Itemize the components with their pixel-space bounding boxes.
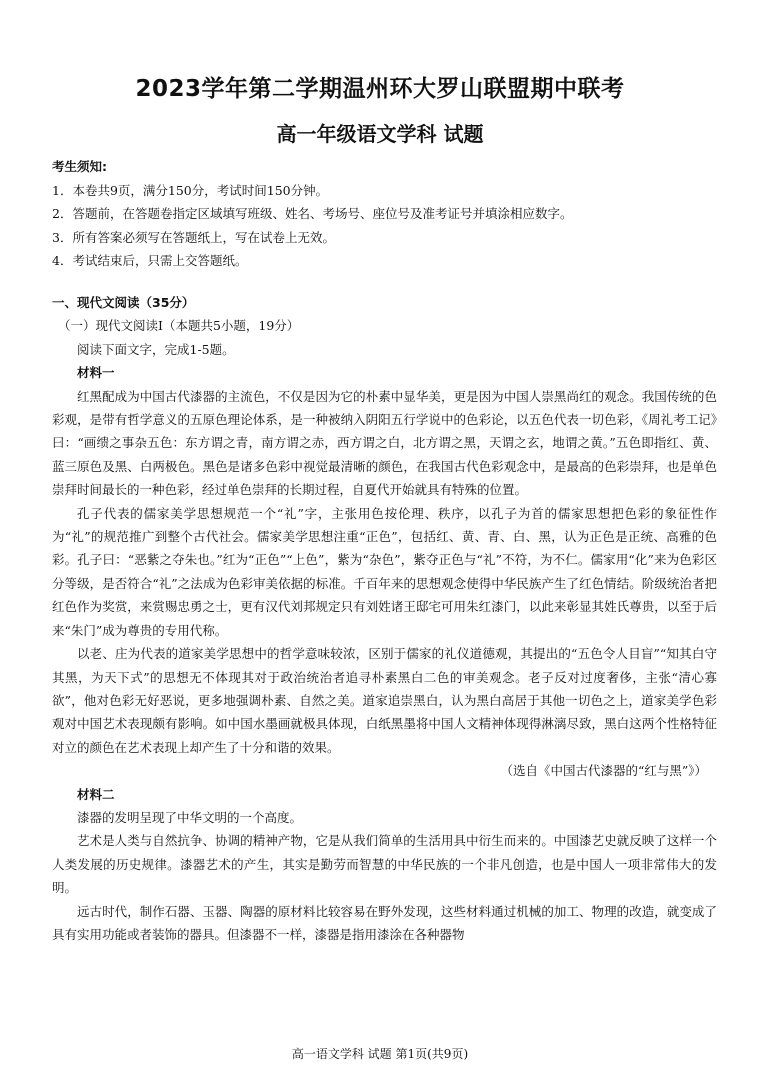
material-2-paragraph: 艺术是人类与自然抗争、协调的精神产物，它是从我们简单的生活用具中衍生而来的。中国漆艺史就反映了这样一个人类发展的历史规律。漆器艺术的产生，其实是勤劳而智慧的中华民族的一个非凡创造，也是中国人一项非常伟大的发明。 bbox=[52, 833, 717, 896]
section-heading: 一、现代文阅读（35分） bbox=[52, 295, 195, 310]
material-1-source: （选自《中国古代漆器的“红与黑”》） bbox=[500, 763, 707, 779]
exam-title: 2023学年第二学期温州环大罗山联盟期中联考 bbox=[135, 76, 625, 102]
notice-heading: 考生须知: bbox=[52, 159, 107, 174]
material-2-paragraph: 远古时代，制作石器、玉器、陶器的原材料比较容易在野外发现，这些材料通过机械的加工、物理的改造，就变成了具有实用功能或者装饰的器具。但漆器不一样，漆器是指用漆涂在各种器物 bbox=[52, 903, 717, 942]
notice-item: 1．本卷共9页，满分150分，考试时间150分钟。 bbox=[52, 182, 329, 198]
candidate-notice bbox=[52, 155, 722, 273]
notice-item: 2．答题前，在答题卷指定区域填写班级、姓名、考场号、座位号及准考证号并填涂相应数字。 bbox=[52, 206, 573, 221]
exam-subtitle: 高一年级语文学科 试题 bbox=[276, 122, 484, 146]
sub-section-heading: （一）现代文阅读Ⅰ（本题共5小题，19分） bbox=[58, 318, 300, 334]
reading-instruction: 阅读下面文字，完成1-5题。 bbox=[77, 341, 235, 357]
reading-section bbox=[52, 291, 717, 946]
material-1-paragraph: 以老、庄为代表的道家美学思想中的哲学意味较浓，区别于儒家的礼仪道德观，其提出的“五色令人目盲”“知其白守其黑，为天下式”的思想无不体现其对于政治统治者追寻朴素黑白二色的审美观念。老子反对过度奢侈，主张“清心寡欲”，他对色彩无好恶说，更多地强调朴素、自然之美。道家追崇黑白，认为黑白高居于其他一切色之上，道家美学色彩观对中国艺术表现颇有影响。如中国水墨画就极具体现，白纸黑墨将中国人文精神体现得淋漓尽致，黑白这两个性格特征对立的颜色在艺术表现上却产生了十分和谐的效果。 bbox=[52, 646, 717, 755]
material-1-paragraph: 红黑配成为中国古代漆器的主流色，不仅是因为它的朴素中显华美，更是因为中国人崇黑尚红的观念。我国传统的色彩观，是带有哲学意义的五原色理论体系，是一种被纳入阴阳五行学说中的色彩论，以五色代表一切色彩，《周礼考工记》曰：“画缋之事杂五色：东方谓之青，南方谓之赤，西方谓之白，北方谓之黑，天谓之玄，地谓之黄。”五色即指红、黄、蓝三原色及黑、白两极色。黑色是诸多色彩中视觉最清晰的颜色，在我国古代色彩观念中，是最高的色彩崇拜，也是单色崇拜时间最长的一种色彩，经过单色崇拜的长期过程，自夏代开始就具有特殊的位置。 bbox=[52, 388, 717, 498]
page-footer: 高一语文学科 试题 第1页(共9页) bbox=[291, 1047, 469, 1061]
notice-item: 3．所有答案必须写在答题纸上，写在试卷上无效。 bbox=[52, 229, 335, 245]
material-1-paragraph: 孔子代表的儒家美学思想规范一个“礼”字，主张用色按伦理、秩序，以孔子为首的儒家思想把色彩的象征性作为“礼”的规范推广到整个古代社会。儒家美学思想注重“正色”，包括红、黄、青、白、黑，认为正色是正统、高雅的色彩。孔子曰：“恶紫之夺朱也。”红为“正色”“上色”，紫为“杂色”，紫夺正色与“礼”不符，为不仁。儒家用“化”来为色彩区分等级，是否符合“礼”之法成为色彩审美依据的标准。千百年来的思想观念使得中华民族产生了红色情结。阶级统治者把红色作为奖赏，来赏赐忠勇之士，更有汉代刘邦规定只有刘姓诸王邸宅可用朱红漆门，以此来彰显其姓氏尊贵，以至于后来“朱门”成为尊贵的专用代称。 bbox=[52, 505, 717, 638]
material-2-paragraph: 漆器的发明呈现了中华文明的一个高度。 bbox=[77, 809, 303, 825]
notice-item: 4．考试结束后，只需上交答题纸。 bbox=[52, 253, 248, 268]
material-1-label: 材料一 bbox=[77, 365, 115, 381]
material-2-label: 材料二 bbox=[77, 786, 115, 802]
